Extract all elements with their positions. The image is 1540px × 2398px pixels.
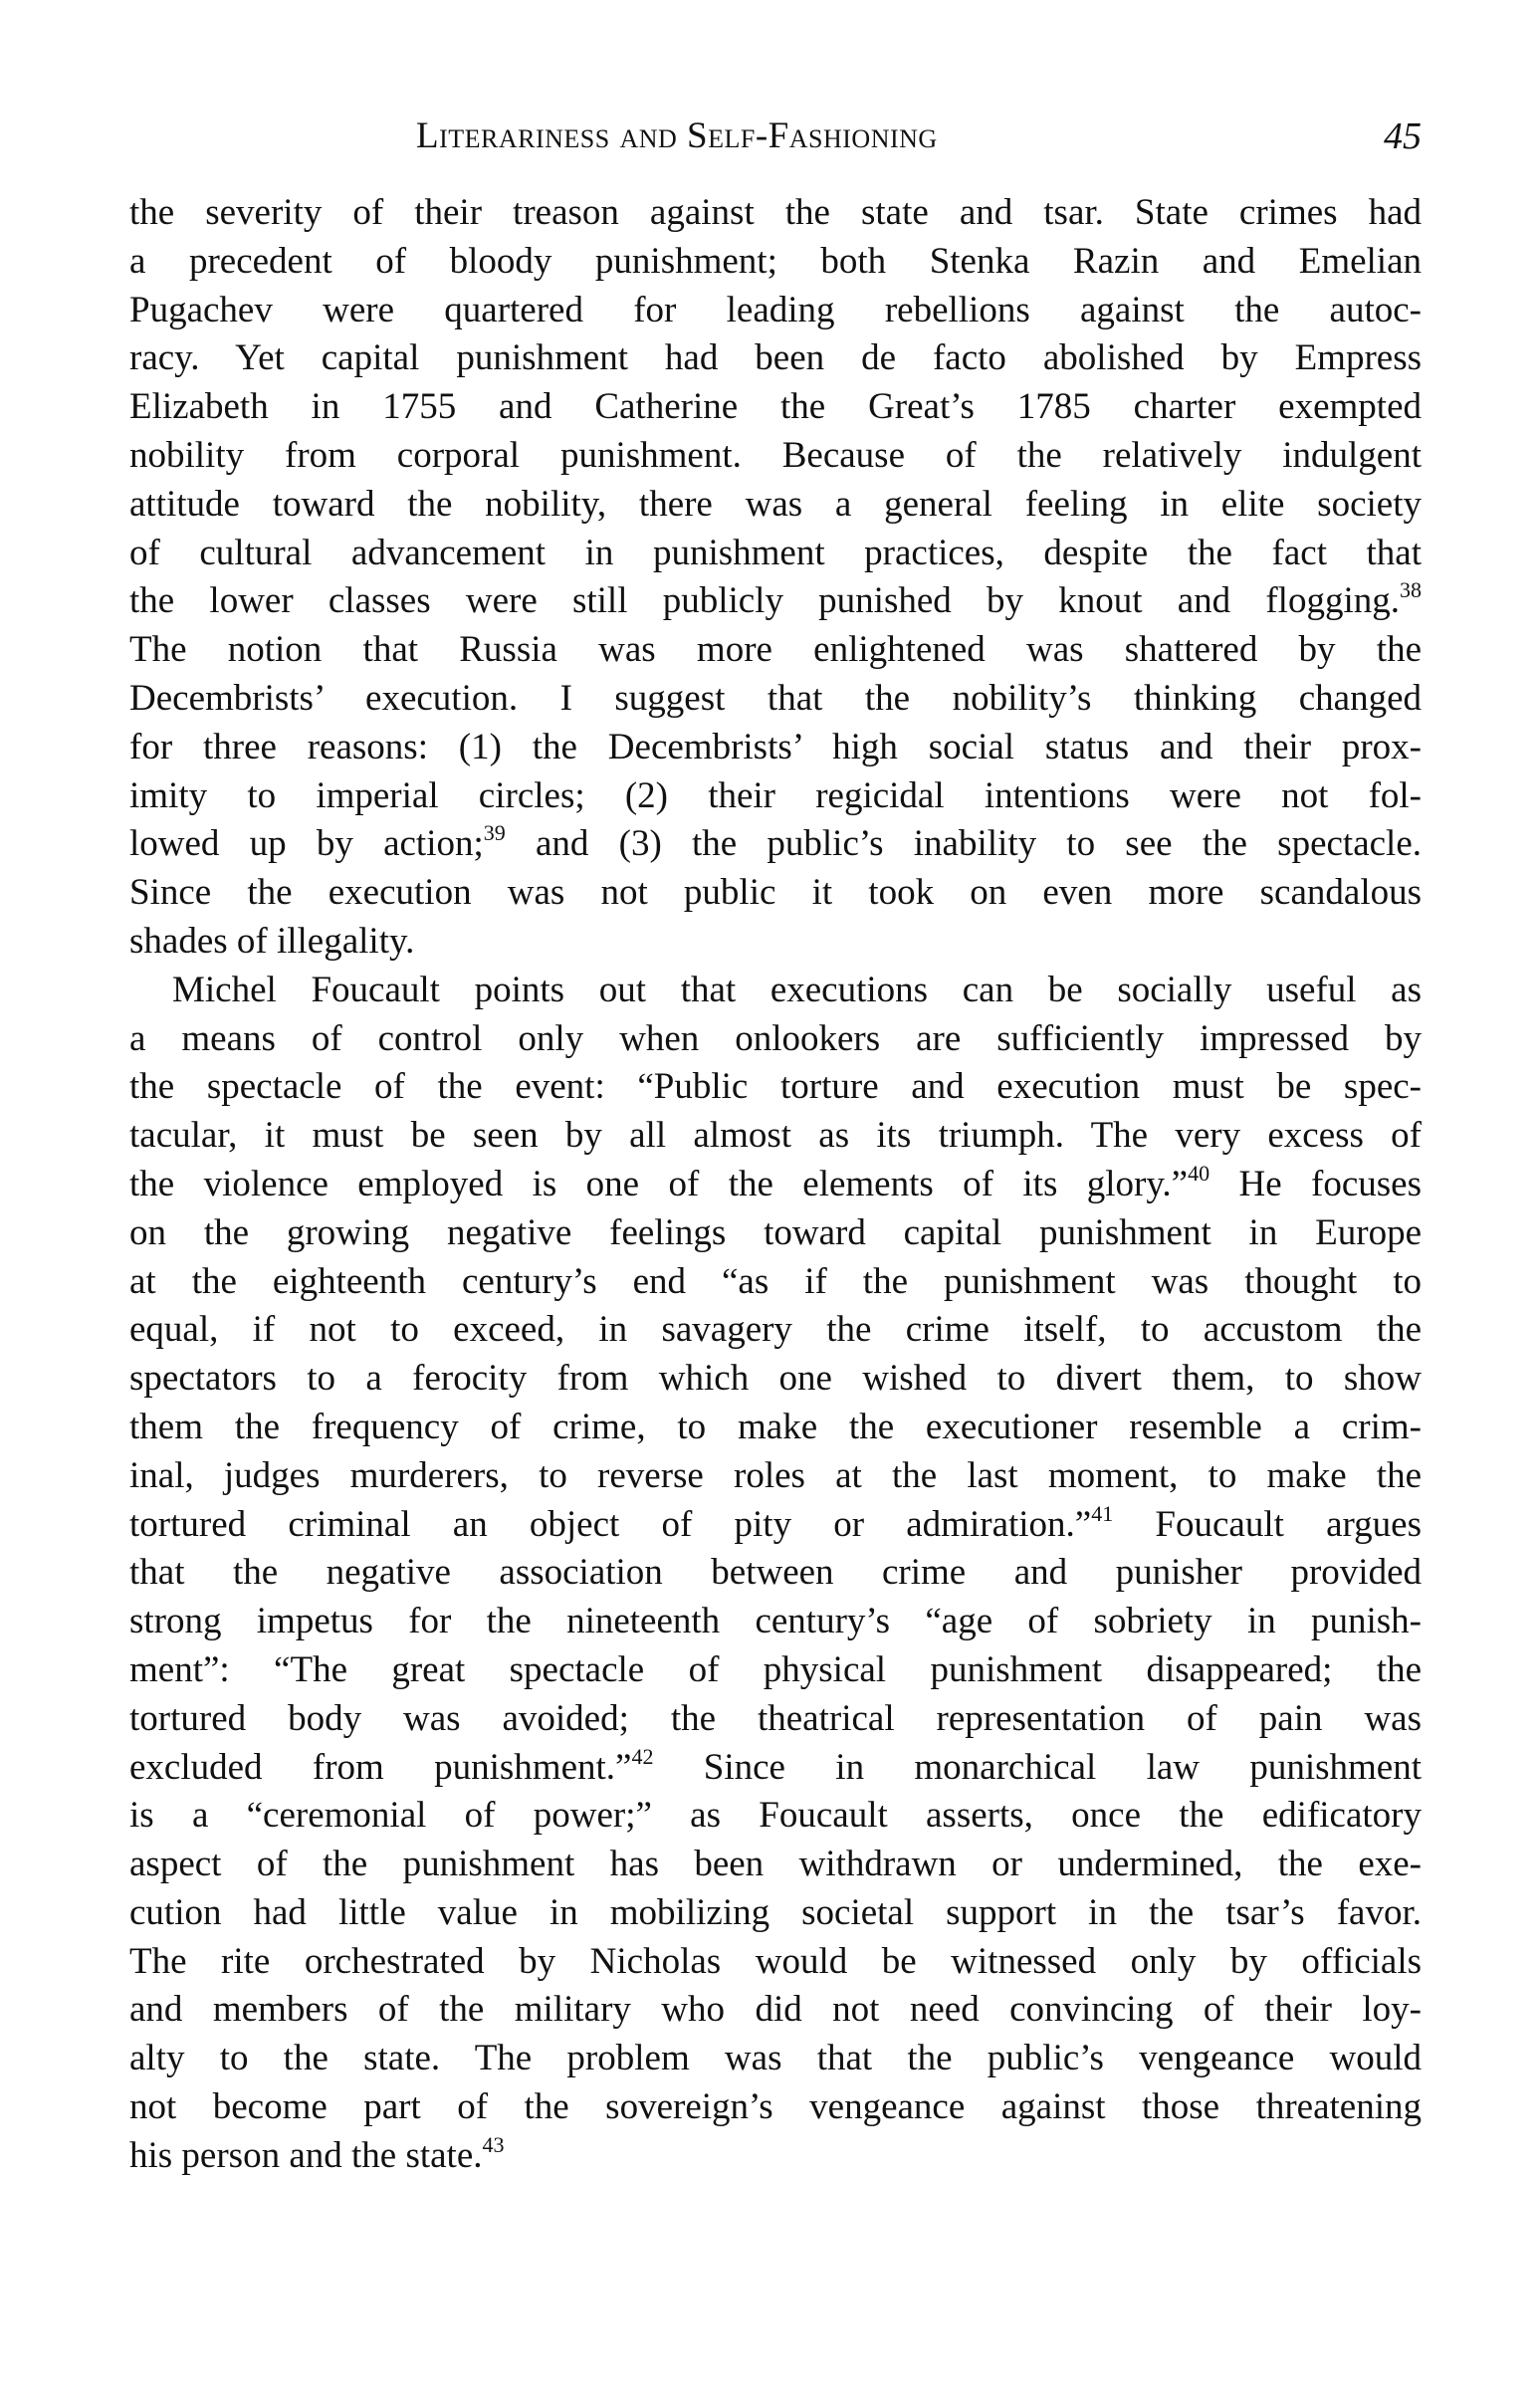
text-line (129, 238, 1422, 287)
line-text: that the negative association between crime and punisher provided (129, 1552, 1422, 1594)
line-text-continued: He focuses (1210, 1163, 1422, 1204)
text-line (129, 577, 1422, 626)
line-text: alty to the state. The problem was that the public’s vengeance would (129, 2038, 1422, 2079)
line-text-continued: and (3) the public’s inability to see the spectacle. (505, 823, 1423, 865)
line-text: aspect of the punishment has been withdrawn or undermined, the exe- (129, 1844, 1422, 1885)
line-text: equal, if not to exceed, in savagery the crime itself, to accustom the (129, 1309, 1422, 1351)
line-text: and members of the military who did not need convincing of their loy- (129, 1989, 1422, 2031)
line-text: racy. Yet capital punishment had been de facto abolished by Empress (129, 337, 1422, 379)
line-text: cution had little value in mobilizing societal support in the tsar’s favor. (129, 1891, 1422, 1933)
text-line (129, 918, 1422, 967)
text-line (129, 334, 1422, 383)
text-line (129, 530, 1422, 578)
text-line (129, 1258, 1422, 1307)
line-text-continued: Foucault argues (1113, 1503, 1422, 1545)
footnote-ref[interactable]: 38 (1400, 577, 1422, 603)
line-text: the violence employed is one of the elements of its glory.” (129, 1163, 1189, 1204)
footnote-ref[interactable]: 40 (1188, 1160, 1210, 1186)
running-head (129, 111, 1422, 161)
footnote-ref[interactable]: 42 (631, 1743, 654, 1769)
text-line (129, 724, 1422, 772)
text-line (129, 1841, 1422, 1889)
line-text: a precedent of bloody punishment; both Stenka Razin and Emelian (129, 240, 1422, 282)
line-text: The notion that Russia was more enlightened was shattered by the (129, 629, 1422, 671)
text-line (129, 1161, 1422, 1209)
line-text: tacular, it must be seen by all almost as its triumph. The very excess of (129, 1115, 1422, 1157)
line-text: on the growing negative feelings toward capital punishment in Europe (129, 1211, 1422, 1253)
page-number: 45 (1384, 115, 1422, 157)
footnote-ref[interactable]: 39 (483, 820, 506, 846)
text-line (129, 432, 1422, 481)
line-text: Decembrists’ execution. I suggest that the nobility’s thinking changed (129, 677, 1422, 719)
text-line (129, 1306, 1422, 1355)
text-line (129, 2083, 1422, 2132)
line-text: strong impetus for the nineteenth century’s “age of sobriety in punish- (129, 1601, 1422, 1642)
line-text: ment”: “The great spectacle of physical punishment disappeared; the (129, 1648, 1422, 1690)
line-text: shades of illegality. (129, 920, 415, 962)
paragraph (129, 189, 1422, 967)
text-line (129, 189, 1422, 238)
text-line (129, 1063, 1422, 1112)
text-line (129, 1986, 1422, 2035)
text-line (129, 1452, 1422, 1501)
line-text: the spectacle of the event: “Public torture and execution must be spec- (129, 1066, 1422, 1108)
text-line (129, 2035, 1422, 2083)
running-title: Literariness and Self-Fashioning (416, 115, 938, 156)
text-line (129, 2132, 1422, 2181)
text-line (129, 626, 1422, 675)
line-text: excluded from punishment.” (129, 1746, 632, 1788)
line-text: The rite orchestrated by Nicholas would be witnessed only by officials (129, 1940, 1422, 1982)
line-text: spectators to a ferocity from which one wished to divert them, to show (129, 1358, 1422, 1400)
line-text: of cultural advancement in punishment practices, despite the fact that (129, 532, 1422, 573)
line-text: imity to imperial circles; (2) their regicidal intentions were not fol- (129, 774, 1422, 816)
line-text-continued: Since in monarchical law punishment (653, 1746, 1422, 1788)
line-text: his person and the state. (129, 2134, 483, 2176)
text-line (129, 1792, 1422, 1841)
text-line (129, 481, 1422, 530)
line-text: for three reasons: (1) the Decembrists’ high social status and their prox- (129, 726, 1422, 767)
line-text: Michel Foucault points out that executions can be socially useful as (172, 969, 1422, 1010)
text-line (129, 1889, 1422, 1938)
text-line (129, 1695, 1422, 1744)
line-text: tortured body was avoided; the theatrical representation of pain was (129, 1697, 1422, 1739)
line-text: lowed up by action; (129, 823, 484, 865)
line-text: not become part of the sovereign’s vengeance against those threatening (129, 2086, 1422, 2128)
footnote-ref[interactable]: 41 (1091, 1500, 1114, 1526)
line-text: Since the execution was not public it took on even more scandalous (129, 872, 1422, 914)
text-line (129, 1015, 1422, 1064)
line-text: Pugachev were quartered for leading rebellions against the autoc- (129, 289, 1422, 330)
text-line (129, 967, 1422, 1015)
line-text: them the frequency of crime, to make the executioner resemble a crim- (129, 1406, 1422, 1447)
paragraph (129, 967, 1422, 2181)
text-line (129, 1501, 1422, 1550)
text-line (129, 1549, 1422, 1598)
footnote-ref[interactable]: 43 (482, 2131, 505, 2157)
text-line (129, 1744, 1422, 1793)
text-line (129, 820, 1422, 869)
line-text: inal, judges murderers, to reverse roles at the last moment, to make the (129, 1454, 1422, 1496)
text-line (129, 1112, 1422, 1161)
text-line (129, 1938, 1422, 1987)
text-line (129, 675, 1422, 724)
text-line (129, 1355, 1422, 1404)
line-text: a means of control only when onlookers are sufficiently impressed by (129, 1017, 1422, 1059)
text-line (129, 1598, 1422, 1646)
body-text (129, 189, 1422, 2181)
text-line (129, 1646, 1422, 1695)
text-line (129, 383, 1422, 432)
text-line (129, 869, 1422, 918)
text-line (129, 772, 1422, 821)
line-text: attitude toward the nobility, there was a general feeling in elite society (129, 483, 1422, 525)
line-text: at the eighteenth century’s end “as if the punishment was thought to (129, 1260, 1422, 1302)
line-text: tortured criminal an object of pity or admiration.” (129, 1503, 1092, 1545)
text-line (129, 1209, 1422, 1258)
line-text: the lower classes were still publicly punished by knout and flogging. (129, 580, 1400, 622)
text-line (129, 287, 1422, 335)
text-line (129, 1404, 1422, 1452)
line-text: nobility from corporal punishment. Because of the relatively indulgent (129, 434, 1422, 476)
line-text: is a “ceremonial of power;” as Foucault asserts, once the edificatory (129, 1795, 1422, 1837)
line-text: Elizabeth in 1755 and Catherine the Great’s 1785 charter exempted (129, 386, 1422, 428)
line-text: the severity of their treason against the state and tsar. State crimes had (129, 192, 1422, 233)
